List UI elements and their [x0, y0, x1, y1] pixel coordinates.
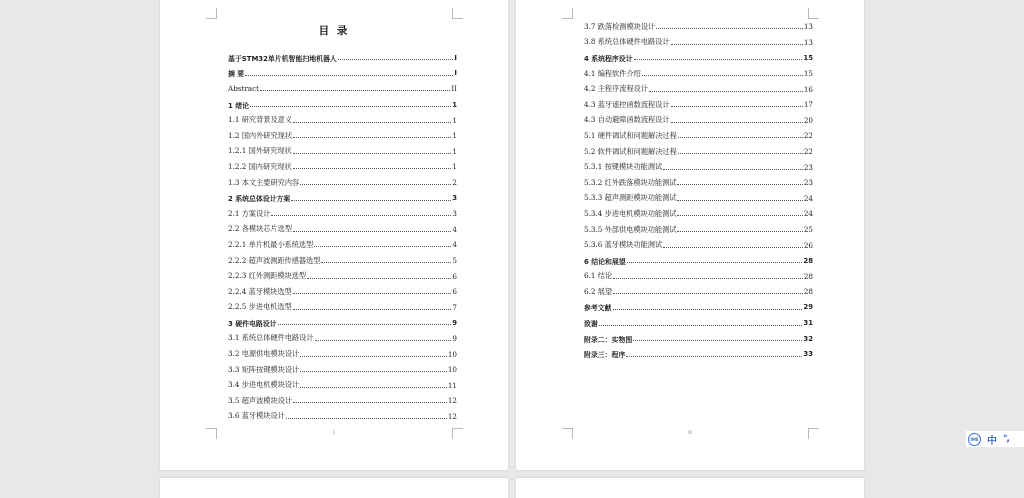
toc-entry-page: 12	[447, 411, 457, 421]
toc-dot-leader	[293, 231, 451, 232]
toc-dot-leader	[315, 340, 452, 341]
toc-entry-title: 6 结论和展望	[584, 257, 626, 266]
toc-dot-leader	[307, 278, 451, 279]
toc-entry[interactable]	[584, 222, 813, 238]
toc-entry[interactable]	[584, 19, 813, 35]
toc-dot-leader	[291, 200, 451, 201]
toc-entry[interactable]	[584, 315, 813, 331]
toc-entry-title: 3.3 矩阵按键模块设计	[228, 364, 300, 374]
toc-entry[interactable]	[228, 112, 457, 128]
toc-entry[interactable]	[228, 409, 457, 425]
toc-entry-title: 2.2 各模块芯片选型	[228, 224, 293, 234]
toc-dot-leader	[314, 246, 451, 247]
toc-entry-title: 3.7 跌落检测模块设计	[584, 21, 656, 31]
toc-entry[interactable]	[228, 377, 457, 393]
toc-entry[interactable]	[228, 284, 457, 300]
toc-dot-leader	[293, 293, 452, 294]
toc-entry-title: 2 系统总体设计方案	[228, 195, 291, 204]
toc-entry-title: 5.3.1 按键模块功能测试	[584, 162, 663, 172]
toc-entry-page: 12	[447, 396, 457, 406]
toc-entry-page: 33	[803, 350, 813, 359]
toc-entry[interactable]	[228, 190, 457, 206]
toc-entry-title: 4 系统程序设计	[584, 54, 633, 63]
toc-entry-page: 13	[803, 37, 813, 47]
toc-entry-page: 3	[452, 209, 457, 219]
toc-list-page-1	[228, 50, 457, 424]
toc-dot-leader	[250, 106, 451, 107]
toc-entry-page: 25	[803, 225, 813, 235]
toc-entry-page: 16	[803, 84, 813, 94]
page-number: I	[333, 430, 335, 436]
toc-entry[interactable]	[584, 269, 813, 285]
toc-entry-page: 9	[452, 318, 457, 327]
toc-entry-page: 1	[452, 146, 457, 156]
toc-entry-page: 22	[803, 147, 813, 157]
toc-entry-title: 6.2 展望	[584, 286, 613, 296]
toc-dot-leader	[677, 215, 802, 216]
toc-entry-page: II	[451, 84, 457, 94]
toc-entry-page: 24	[803, 193, 813, 203]
document-page-2[interactable]	[516, 0, 864, 470]
toc-entry-title: 4.2 主程序流程设计	[584, 84, 649, 94]
toc-entry[interactable]	[584, 346, 813, 362]
toc-list-page-2	[584, 19, 813, 362]
toc-entry-title: 5.3.6 蓝牙模块功能测试	[584, 240, 663, 250]
toc-dot-leader	[634, 59, 803, 60]
toc-entry-page: 31	[803, 319, 813, 328]
toc-dot-leader	[278, 324, 452, 325]
toc-entry-title: 附录二：实物图	[584, 335, 633, 344]
toc-dot-leader	[663, 169, 803, 170]
toc-entry-page: 5	[452, 256, 457, 266]
toc-dot-leader	[627, 262, 803, 263]
toc-entry-page: 4	[452, 224, 457, 234]
toc-entry[interactable]	[584, 50, 813, 66]
page-number: II	[688, 430, 692, 436]
toc-entry-title: 4.3 自动避障函数流程设计	[584, 115, 670, 125]
toc-dot-leader	[321, 262, 451, 263]
toc-dot-leader	[338, 59, 454, 60]
toc-entry-title: 摘 要	[228, 70, 245, 79]
toc-entry-title: 2.2.5 步进电机选型	[228, 302, 292, 312]
toc-dot-leader	[300, 387, 447, 388]
toc-dot-leader	[245, 75, 453, 76]
toc-dot-leader	[626, 356, 802, 357]
toc-entry-title: 3.2 电源供电模块设计	[228, 349, 300, 359]
toc-entry-page: 20	[803, 115, 813, 125]
toc-entry-page: 28	[803, 287, 813, 297]
toc-entry[interactable]	[584, 331, 813, 347]
toc-entry[interactable]	[584, 300, 813, 316]
toc-dot-leader	[293, 309, 452, 310]
crop-mark	[452, 8, 463, 19]
toc-entry[interactable]	[228, 222, 457, 238]
toc-entry[interactable]	[584, 35, 813, 51]
toc-dot-leader	[293, 168, 452, 169]
toc-dot-leader	[293, 122, 451, 123]
toc-entry[interactable]	[584, 66, 813, 82]
toc-entry-page: 22	[803, 131, 813, 141]
toc-entry-title: 附录三：程序	[584, 351, 626, 360]
toc-entry-page: 32	[803, 334, 813, 343]
toc-entry[interactable]	[228, 253, 457, 269]
toc-dot-leader	[649, 91, 803, 92]
crop-mark	[808, 8, 819, 19]
toc-entry-title: 1.3 本文主要研究内容	[228, 177, 300, 187]
toc-entry-title: 5.3.4 步进电机模块功能测试	[584, 208, 677, 218]
toc-entry[interactable]	[228, 144, 457, 160]
toc-entry[interactable]	[228, 315, 457, 331]
toc-entry-title: 2.2.3 红外测距模块选型	[228, 271, 307, 281]
ime-language-toggle[interactable]: 中	[987, 435, 997, 447]
toc-entry-title: 1.2.1 国外研究现状	[228, 146, 292, 156]
toc-entry-title: 1 绪论	[228, 101, 249, 110]
toc-entry-title: 5.3.3 超声测距模块功能测试	[584, 193, 677, 203]
toc-entry-page: 23	[803, 178, 813, 188]
toc-entry-title: Abstract	[228, 84, 260, 94]
toc-entry-page: 15	[803, 53, 813, 62]
toc-entry-title: 5.3.5 外部供电模块功能测试	[584, 224, 677, 234]
toc-dot-leader	[671, 122, 803, 123]
toc-entry[interactable]	[228, 393, 457, 409]
toc-entry-page: 6	[452, 287, 457, 297]
toc-entry-page: 1	[452, 115, 457, 125]
toc-entry-page: 26	[803, 240, 813, 250]
toc-entry-title: 1.2.2 国内研究现状	[228, 161, 292, 171]
toc-entry[interactable]	[228, 362, 457, 378]
toc-dot-leader	[656, 28, 803, 29]
toc-entry-page: 7	[452, 302, 457, 312]
toc-entry-page: 11	[447, 380, 457, 390]
toc-dot-leader	[286, 418, 447, 419]
toc-entry-page: 23	[803, 162, 813, 172]
toc-entry[interactable]	[584, 159, 813, 175]
ime-punctuation-toggle[interactable]: °,	[1003, 434, 1009, 444]
document-page-1[interactable]	[160, 0, 508, 470]
toc-entry[interactable]	[228, 81, 457, 97]
toc-entry-page: 1	[452, 100, 457, 109]
toc-entry-title: 1.2 国内外研究现状	[228, 130, 293, 140]
toc-entry-title: 1.1 研究背景及意义	[228, 115, 293, 125]
toc-entry-page: 4	[452, 240, 457, 250]
toc-entry-page: 13	[803, 22, 813, 32]
toc-entry-page: 10	[447, 365, 457, 375]
toc-dot-leader	[599, 325, 803, 326]
toc-entry[interactable]	[584, 175, 813, 191]
toc-entry[interactable]	[584, 253, 813, 269]
toc-entry[interactable]	[584, 97, 813, 113]
toc-entry-page: I	[454, 53, 457, 62]
toc-dot-leader	[671, 106, 803, 107]
toc-entry-page: 3	[452, 194, 457, 203]
toc-entry-page: 1	[452, 131, 457, 141]
toc-dot-leader	[271, 215, 451, 216]
toc-entry[interactable]	[584, 144, 813, 160]
toc-dot-leader	[300, 371, 447, 372]
crop-mark	[206, 8, 217, 19]
toc-entry-title: 3 硬件电路设计	[228, 319, 277, 328]
toc-entry-title: 致谢	[584, 320, 598, 329]
toc-entry[interactable]	[228, 50, 457, 66]
toc-entry-title: 3.6 蓝牙模块设计	[228, 411, 285, 421]
toc-entry-title: 基于STM32单片机智能扫地机器人	[228, 54, 337, 63]
toc-dot-leader	[293, 137, 451, 138]
crop-mark	[562, 8, 573, 19]
toc-dot-leader	[613, 293, 803, 294]
toc-dot-leader	[300, 184, 451, 185]
toc-entry-title: 2.2.2 超声波测距传感器选型	[228, 255, 321, 265]
toc-entry-title: 2.1 方案设计	[228, 208, 271, 218]
toc-entry-page: 2	[452, 178, 457, 188]
toc-entry-title: 2.2.4 蓝牙模块选型	[228, 286, 292, 296]
toc-dot-leader	[260, 90, 450, 91]
toc-dot-leader	[678, 137, 803, 138]
toc-entry-title: 4.3 蓝牙遥控函数流程设计	[584, 99, 670, 109]
toc-dot-leader	[677, 231, 802, 232]
toc-entry-page: 17	[803, 100, 813, 110]
toc-dot-leader	[671, 44, 803, 45]
toc-entry-page: 24	[803, 209, 813, 219]
toc-dot-leader	[678, 153, 803, 154]
toc-entry[interactable]	[584, 113, 813, 129]
toc-entry-title: 3.5 超声波模块设计	[228, 395, 293, 405]
toc-entry-title: 5.3.2 红外跌落模块功能测试	[584, 177, 677, 187]
toc-entry[interactable]	[228, 206, 457, 222]
ime-logo-icon[interactable]: IME	[968, 433, 981, 446]
toc-entry-page: 28	[803, 256, 813, 265]
toc-dot-leader	[642, 75, 803, 76]
toc-entry[interactable]	[584, 237, 813, 253]
toc-entry[interactable]	[228, 346, 457, 362]
toc-entry[interactable]	[228, 97, 457, 113]
toc-entry[interactable]	[228, 66, 457, 82]
toc-entry-page: 29	[803, 303, 813, 312]
toc-entry-page: I	[454, 69, 457, 78]
toc-entry-page: 10	[447, 349, 457, 359]
toc-dot-leader	[613, 309, 803, 310]
toc-entry[interactable]	[228, 128, 457, 144]
toc-title: 目 录	[318, 25, 350, 37]
toc-entry[interactable]	[584, 81, 813, 97]
toc-entry[interactable]	[584, 191, 813, 207]
toc-entry[interactable]	[228, 175, 457, 191]
toc-entry[interactable]	[228, 268, 457, 284]
toc-entry-title: 3.4 步进电机模块设计	[228, 380, 300, 390]
toc-entry-title: 2.2.1 单片机最小系统选型	[228, 239, 314, 249]
toc-entry-title: 4.1 编程软件介绍	[584, 68, 641, 78]
toc-dot-leader	[663, 247, 803, 248]
toc-dot-leader	[300, 356, 447, 357]
toc-entry-title: 5.2 软件调试和问题解决过程	[584, 146, 677, 156]
toc-entry-page: 6	[452, 271, 457, 281]
toc-entry-title: 3.8 系统总体硬件电路设计	[584, 37, 670, 47]
document-page-3[interactable]	[160, 478, 508, 498]
toc-dot-leader	[293, 402, 447, 403]
toc-entry-title: 5.1 硬件调试和问题解决过程	[584, 130, 677, 140]
toc-dot-leader	[677, 184, 802, 185]
toc-entry-title: 3.1 系统总体硬件电路设计	[228, 333, 314, 343]
toc-entry[interactable]	[228, 159, 457, 175]
toc-entry[interactable]	[584, 128, 813, 144]
toc-entry[interactable]	[228, 300, 457, 316]
toc-dot-leader	[677, 200, 802, 201]
toc-entry[interactable]	[228, 331, 457, 347]
ime-toolbar[interactable]	[966, 431, 1024, 447]
toc-entry-page: 9	[452, 333, 457, 343]
toc-dot-leader	[613, 278, 803, 279]
toc-entry-page: 28	[803, 271, 813, 281]
toc-entry[interactable]	[584, 206, 813, 222]
toc-entry-title: 参考文献	[584, 304, 612, 313]
document-page-4[interactable]	[516, 478, 864, 498]
toc-entry[interactable]	[584, 284, 813, 300]
toc-dot-leader	[293, 153, 452, 154]
toc-dot-leader	[633, 340, 802, 341]
toc-entry-title: 6.1 结论	[584, 271, 613, 281]
toc-entry-page: 15	[803, 69, 813, 79]
toc-entry-page: 1	[452, 162, 457, 172]
toc-entry[interactable]	[228, 237, 457, 253]
